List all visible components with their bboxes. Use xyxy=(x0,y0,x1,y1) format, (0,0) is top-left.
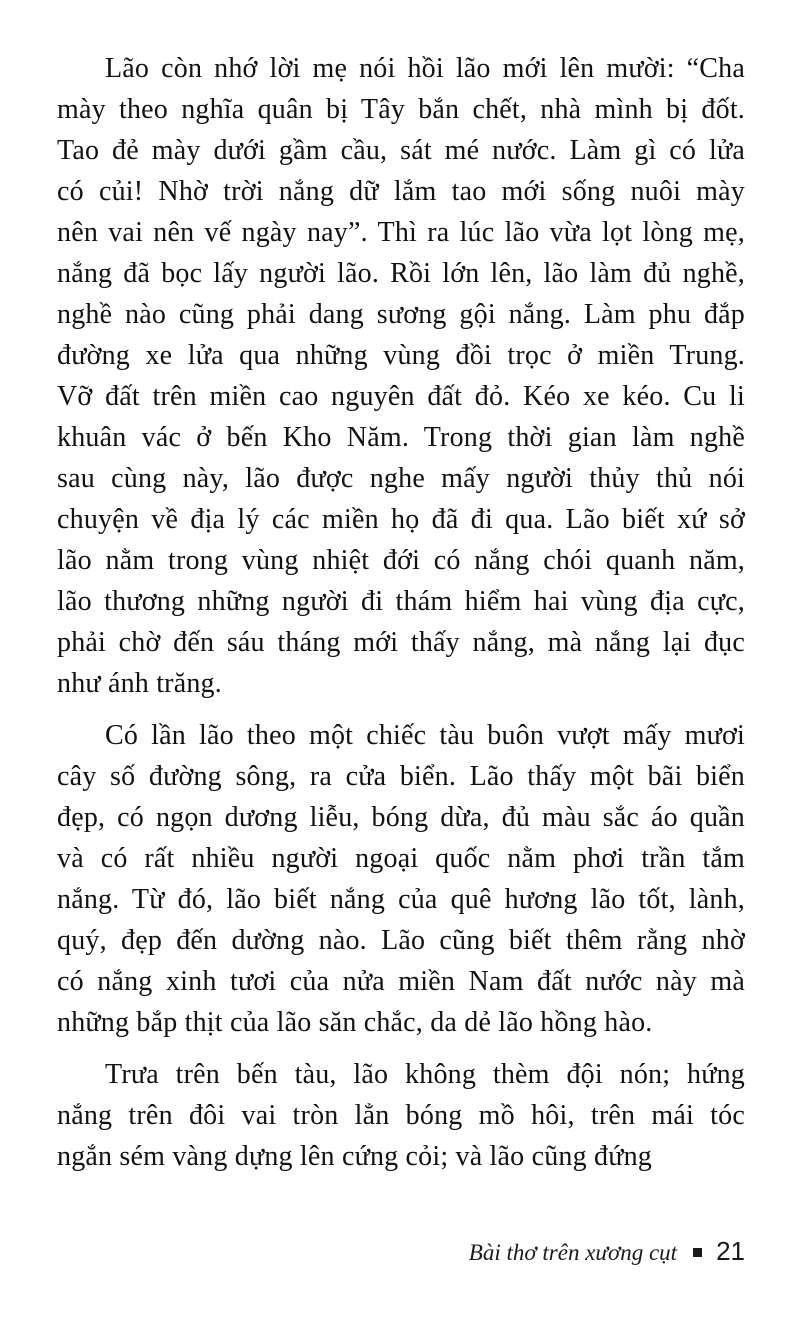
text-line: mày theo nghĩa quân bị Tây bắn chết, nhà mình bị đốt. xyxy=(57,94,745,125)
text-line: sau cùng này, lão được nghe mấy người thủy thủ nói xyxy=(57,463,745,494)
paragraph xyxy=(57,1054,745,1177)
page-number: 21 xyxy=(716,1236,745,1266)
text-line: đường xe lửa qua những vùng đồi trọc ở miền Trung. xyxy=(57,340,745,371)
text-line: đẹp, có ngọn dương liễu, bóng dừa, đủ màu sắc áo quần xyxy=(57,802,745,833)
text-line: như ánh trăng. xyxy=(57,668,222,699)
paragraph xyxy=(57,48,745,704)
text-line: quý, đẹp đến dường nào. Lão cũng biết thêm rằng nhờ xyxy=(57,925,745,956)
text-line: nắng. Từ đó, lão biết nắng của quê hương lão tốt, lành, xyxy=(57,884,745,915)
text-line: Có lần lão theo một chiếc tàu buôn vượt mấy mươi xyxy=(105,720,745,751)
text-line: nên vai nên vế ngày nay”. Thì ra lúc lão vừa lọt lòng mẹ, xyxy=(57,217,745,248)
text-line: lão thương những người đi thám hiểm hai vùng địa cực, xyxy=(57,586,745,617)
text-line: phải chờ đến sáu tháng mới thấy nắng, mà nắng lại đục xyxy=(57,627,745,658)
running-footer-title: Bài thơ trên xương cụt xyxy=(468,1240,678,1265)
page-footer xyxy=(469,1236,745,1267)
text-line: nắng đã bọc lấy người lão. Rồi lớn lên, lão làm đủ nghề, xyxy=(57,258,745,289)
square-bullet-icon xyxy=(693,1248,702,1257)
text-line: có nắng xinh tươi của nửa miền Nam đất nước này mà xyxy=(57,966,745,997)
text-line: Tao đẻ mày dưới gầm cầu, sát mé nước. Làm gì có lửa xyxy=(57,135,745,166)
text-line: những bắp thịt của lão săn chắc, da dẻ lão hồng hào. xyxy=(57,1007,653,1038)
text-line: và có rất nhiều người ngoại quốc nằm phơi trần tắm xyxy=(57,843,745,874)
text-line: Lão còn nhớ lời mẹ nói hồi lão mới lên mười: “Cha xyxy=(105,53,745,84)
page-text-block xyxy=(57,48,745,1177)
text-line: ngắn sém vàng dựng lên cứng cỏi; và lão cũng đứng xyxy=(57,1141,652,1172)
text-line: cây số đường sông, ra cửa biển. Lão thấy một bãi biển xyxy=(57,761,745,792)
text-line: lão nằm trong vùng nhiệt đới có nắng chói quanh năm, xyxy=(57,545,745,576)
text-line: nắng trên đôi vai tròn lẳn bóng mồ hôi, trên mái tóc xyxy=(57,1100,745,1131)
text-line: có củi! Nhờ trời nắng dữ lắm tao mới sống nuôi mày xyxy=(57,176,745,207)
text-line: nghề nào cũng phải dang sương gội nắng. Làm phu đắp xyxy=(57,299,745,330)
text-line: Trưa trên bến tàu, lão không thèm đội nón; hứng xyxy=(105,1059,745,1090)
text-line: Vỡ đất trên miền cao nguyên đất đỏ. Kéo xe kéo. Cu li xyxy=(57,381,745,412)
paragraph xyxy=(57,715,745,1043)
text-line: chuyện về địa lý các miền họ đã đi qua. Lão biết xứ sở xyxy=(57,504,745,535)
text-line: khuân vác ở bến Kho Năm. Trong thời gian làm nghề xyxy=(57,422,745,453)
